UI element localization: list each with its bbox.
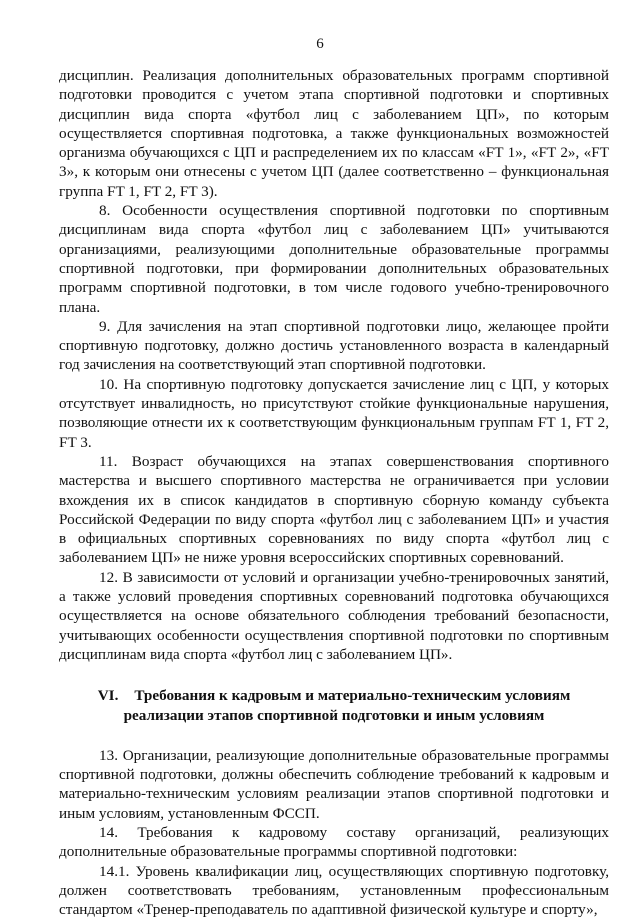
paragraph-7-continued: дисциплин. Реализация дополнительных образовательных программ спортивной подготовки проводится с учетом этапа спортивной подготовки и спортивных дисциплин вида спорта «футбол лиц с заболеванием ЦП», по которым осуществляется спортивная подготовка, а также функциональных возможностей организма обучающихся с ЦП и распределением их по классам «FT 1», «FT 2», «FT 3», к которым они отнесены с учетом ЦП (далее соответственно – функциональная группа FT 1, FT 2, FT 3). (59, 67, 609, 200)
section-heading (59, 686, 609, 725)
document-body (59, 66, 609, 919)
paragraph-14: 14. Требования к кадровому составу организаций, реализующих дополнительные образовательные программы спортивной подготовки: (59, 823, 609, 861)
page-number: 6 (316, 36, 324, 52)
paragraph-12: 12. В зависимости от условий и организации учебно-тренировочных занятий, а также условий проведения спортивных соревнований подготовка обучающихся осуществляется на основе обязательного соблюдения требований безопасности, учитывающих особенности осуществления спортивной подготовки по спортивным дисциплинам вида спорта «футбол лиц с заболеванием ЦП». (59, 568, 609, 663)
section-title-line1: Требования к кадровым и материально-техническим условиям (134, 687, 571, 705)
paragraph-10: 10. На спортивную подготовку допускается зачисление лиц с ЦП, у которых отсутствует инвалидность, но присутствуют стойкие функциональные нарушения, позволяющие отнести их к соответствующим функциональным группам FT 1, FT 2, FT 3. (59, 375, 609, 451)
paragraph-8: 8. Особенности осуществления спортивной подготовки по спортивным дисциплинам вида спорта «футбол лиц с заболеванием ЦП» учитываются организациями, реализующими дополнительные образовательные программы спортивной подготовки, при формировании дополнительных образовательных программ спортивной подготовки, в том числе годового учебно-тренировочного плана. (59, 202, 609, 316)
section-title-line2: реализации этапов спортивной подготовки и иным условиям (123, 706, 545, 724)
paragraph-13: 13. Организации, реализующие дополнительные образовательные программы спортивной подготовки, должны обеспечить соблюдение требований к кадровым и материально-техническим условиям реализации этапов спортивной подготовки и иным условиям, установленным ФССП. (59, 746, 609, 822)
paragraph-11: 11. Возраст обучающихся на этапах совершенствования спортивного мастерства и высшего спортивного мастерства не ограничивается при условии вхождения их в список кандидатов в спортивную сборную команду субъекта Российской Федерации по виду спорта «футбол лиц с заболеванием ЦП» и участия в официальных спортивных соревнованиях по виду спорта «футбол лиц с заболеванием ЦП» не ниже уровня всероссийских спортивных соревнований. (59, 452, 609, 567)
section-heading-line1 (59, 686, 609, 705)
paragraph-9: 9. Для зачисления на этап спортивной подготовки лицо, желающее пройти спортивную подготовку, должно достичь установленного возраста в календарный год зачисления на соответствующий этап спортивной подготовки. (59, 317, 609, 374)
section-number: VI. (97, 687, 119, 705)
paragraph-14-1: 14.1. Уровень квалификации лиц, осуществляющих спортивную подготовку, должен соответствовать требованиям, установленным профессиональным стандартом «Тренер-преподаватель по адаптивной физической культуре и спорту», (59, 862, 609, 919)
